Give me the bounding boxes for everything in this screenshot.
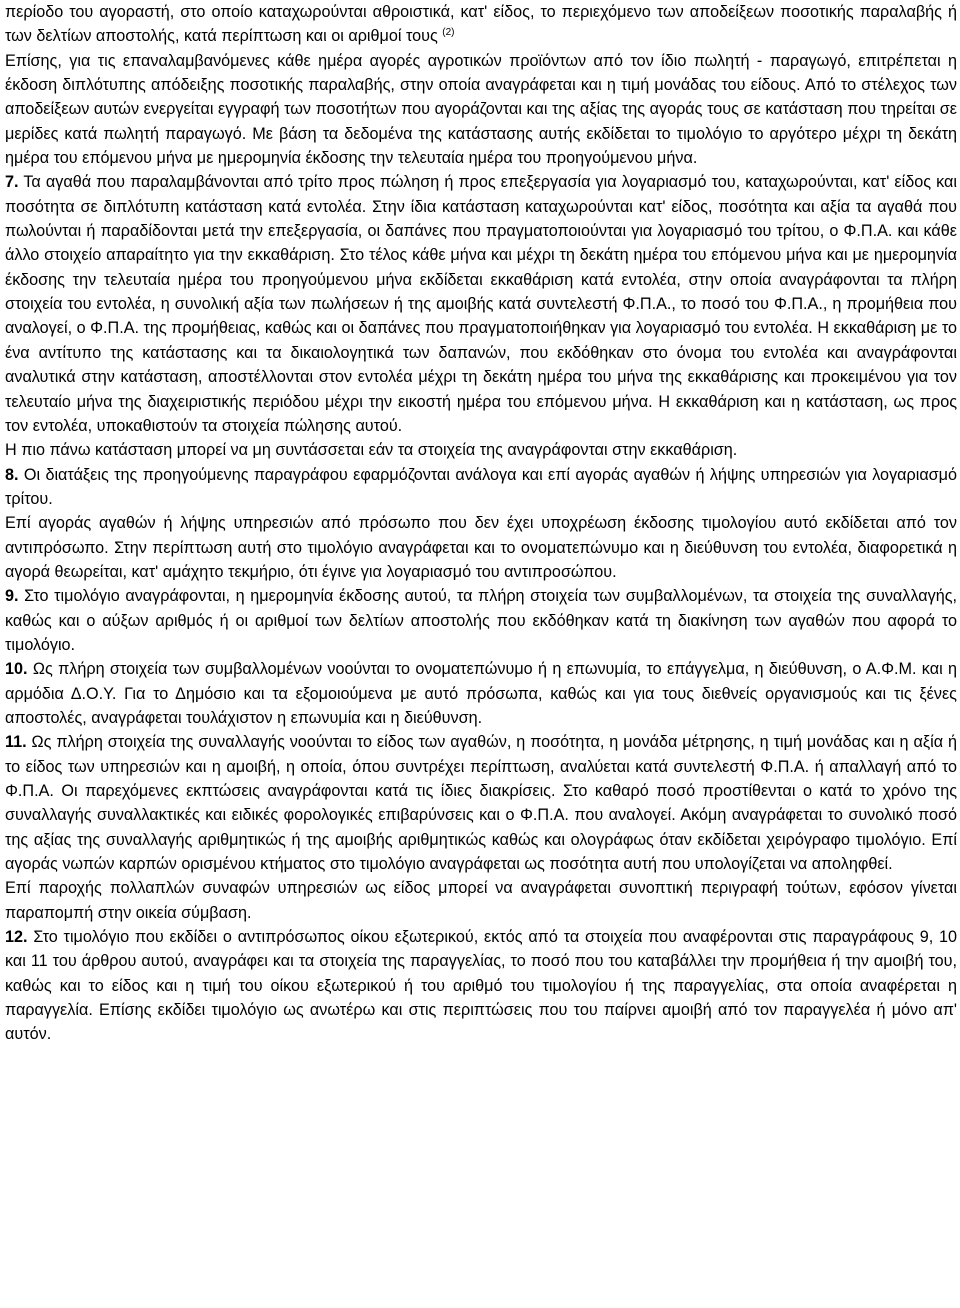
paragraph: Επί αγοράς αγαθών ή λήψης υπηρεσιών από πρόσωπο που δεν έχει υποχρέωση έκδοσης τιμολογίου αυτό εκδίδεται από τον αντιπρόσωπο. Στην περίπτωση αυτή στο τιμολόγιο αναγράφεται και το ονοματεπώνυμο και η διεύθυνση του εντολέα, διαφορετικά η αγορά θεωρείται, κατ' αμάχητο τεκμήριο, ότι έγινε για λογαριασμό του αντιπροσώπου. [5, 514, 957, 581]
document-page [5, 0, 957, 1047]
paragraph-text: Οι διατάξεις της προηγούμενης παραγράφου εφαρμόζονται ανάλογα και επί αγοράς αγαθών ή λήψης υπηρεσιών για λογαριασμό τρίτου. [5, 465, 957, 508]
paragraph-text: Ως πλήρη στοιχεία της συναλλαγής νοούνται το είδος των αγαθών, η ποσότητα, η μονάδα μέτρησης, η τιμή μονάδας και η αξία ή το είδος των υπηρεσιών και η αμοιβή, η οποία, όπου συντρέχει περίπτωση, αναλύεται κατά συντελεστή Φ.Π.Α. ή απαλλαγή από το Φ.Π.Α. Οι παρεχόμενες εκπτώσεις αναγράφονται κατά τις ίδιες διακρίσεις. Στο καθαρό ποσό προστίθενται ο κατά το χρόνο της συναλλαγής συναλλακτικές και ειδικές φορολογικές επιβαρύνσεις και ο Φ.Π.Α. που αναλογεί. Ακόμη αναγράφεται το συνολικό ποσό της αξίας της συναλλαγής αριθμητικώς ή της αμοιβής αριθμητικώς καθώς και ολογράφως όταν εκδίδεται χειρόγραφο τιμολόγιο. Επί αγοράς νωπών καρπών ορισμένου κτήματος στο τιμολόγιο αναγράφεται ως ποσότητα αυτή που υπολογίζεται να αποληφθεί. [5, 733, 957, 874]
paragraph-number: 8. [5, 465, 19, 484]
paragraph-number: 11. [5, 733, 27, 752]
paragraph-text: Ως πλήρη στοιχεία των συμβαλλομένων νοούνται το ονοματεπώνυμο ή η επωνυμία, το επάγγελμα, η διεύθυνση, ο Α.Φ.Μ. και η αρμόδια Δ.Ο.Υ. Για το Δημόσιο και τα εξομοιούμενα με αυτό πρόσωπα, καθώς και για τους διεθνείς οργανισμούς και τις ξένες αποστολές, αναγράφεται τουλάχιστον η επωνυμία και η διεύθυνση. [5, 660, 958, 727]
paragraph-number: 10. [5, 660, 28, 679]
paragraph-number: 7. [5, 173, 19, 192]
paragraph-11 [5, 730, 957, 876]
paragraph-7 [5, 170, 957, 438]
paragraph: Επίσης, για τις επαναλαμβανόμενες κάθε ημέρα αγορές αγροτικών προϊόντων από τον ίδιο πωλητή - παραγωγό, επιτρέπεται η έκδοση διπλότυπης απόδειξης ποσοτικής παραλαβής, στην οποία αναγράφεται και η τιμή μονάδας του είδους. Από το στέλεχος των αποδείξεων αυτών ενεργείται εγγραφή των ποσοτήτων που αγοράζονται και της αξίας της αγοράς τους σε κατάσταση που τηρείται σε μερίδες κατά πωλητή παραγωγό. Με βάση τα δεδομένα της κατάστασης αυτής εκδίδεται το τιμολόγιο το αργότερο μέχρι τη δεκάτη ημέρα του επόμενου μήνα με ημερομηνία έκδοσης την τελευταία ημέρα του προηγούμενου μήνα. [5, 51, 957, 168]
footnote-marker: (2) [442, 27, 455, 39]
paragraph-number: 9. [5, 587, 19, 606]
paragraph-12 [5, 925, 957, 1047]
paragraph-number: 12. [5, 928, 28, 947]
paragraph-text: Στο τιμολόγιο που εκδίδει ο αντιπρόσωπος οίκου εξωτερικού, εκτός από τα στοιχεία που αναφέρονται στις παραγράφους 9, 10 και 11 του άρθρου αυτού, αναγράφει και τα στοιχεία της παραγγελίας, το ποσό που του καταβάλλει την προμήθεια ή την αμοιβή του, καθώς και το είδος και η τιμή του οίκου εξωτερικού ή του αριθμό του τιμολογίου ή της παραγγελίας, στα οποία αναφέρεται η παραγγελία. Επίσης εκδίδει τιμολόγιο ως ανωτέρω και στις περιπτώσεις που του παίρνει αμοιβή από τον παραγγελέα ή μόνο απ' αυτόν. [5, 928, 958, 1044]
paragraph-8 [5, 463, 957, 512]
paragraph: Η πιο πάνω κατάσταση μπορεί να μη συντάσσεται εάν τα στοιχεία της αναγράφονται στην εκκαθάριση. [5, 441, 738, 460]
paragraph-10 [5, 657, 957, 730]
paragraph: Επί παροχής πολλαπλών συναφών υπηρεσιών ως είδος μπορεί να αναγράφεται συνοπτική περιγραφή τούτων, εφόσον γίνεται παραπομπή στην οικεία σύμβαση. [5, 879, 957, 922]
paragraph-9 [5, 584, 957, 657]
paragraph [5, 0, 957, 49]
paragraph-text: περίοδο του αγοραστή, στο οποίο καταχωρούνται αθροιστικά, κατ' είδος, το περιεχόμενο των αποδείξεων ποσοτικής παραλαβής ή των δελτίων αποστολής, κατά περίπτωση και οι αριθμοί τους [5, 3, 957, 46]
paragraph-text: Στο τιμολόγιο αναγράφονται, η ημερομηνία έκδοσης αυτού, τα πλήρη στοιχεία των συμβαλλομένων, τα στοιχεία της συναλλαγής, καθώς και ο αύξων αριθμός ή οι αριθμοί των δελτίων αποστολής που εκδόθηκαν κατά τη διακίνηση των αγαθών που αφορά το τιμολόγιο. [5, 587, 957, 654]
paragraph-text: Τα αγαθά που παραλαμβάνονται από τρίτο προς πώληση ή προς επεξεργασία για λογαριασμό του, καταχωρούνται, κατ' είδος και ποσότητα σε διπλότυπη κατάσταση κατά εντολέα. Στην ίδια κατάσταση καταχωρούνται κατ' είδος, ποσότητα και αξία τα αγαθά που πωλούνται ή παραδίδονται μετά την επεξεργασία, οι δαπάνες που πραγματοποιούνται για λογαριασμό του τρίτου, ο Φ.Π.Α. και κάθε άλλο στοιχείο απαραίτητο για την εκκαθάριση. Στο τέλος κάθε μήνα και μέχρι τη δεκάτη ημέρα του επόμενου μήνα και με ημερομηνία έκδοσης την τελευταία ημέρα του προηγούμενου μήνα εκδίδεται εκκαθάριση κατά εντολέα, στην οποία αναγράφονται τα πλήρη στοιχεία του εντολέα, η συνολική αξία των πωλήσεων ή της αμοιβής κατά συντελεστή Φ.Π.Α., το ποσό του Φ.Π.Α., η προμήθεια που αναλογεί, ο Φ.Π.Α. της προμήθειας, καθώς και οι δαπάνες που πραγματοποιήθηκαν για λογαριασμό του εντολέα. Η εκκαθάριση με το ένα αντίτυπο της κατάστασης και τα δικαιολογητικά των δαπανών, που εκδόθηκαν στο όνομα του εντολέα και αναγράφονται αναλυτικά στην κατάσταση, αποστέλλονται στον εντολέα μέχρι τη δεκάτη ημέρα του μήνα της εκκαθάρισης και προκειμένου για τον τελευταίο μήνα της διαχειριστικής περιόδου μέχρι την εικοστή ημέρα του επόμενου μήνα. Η εκκαθάριση και η κατάσταση, ως προς τον εντολέα, υποκαθιστούν τα στοιχεία πώλησης αυτού. [5, 173, 957, 435]
